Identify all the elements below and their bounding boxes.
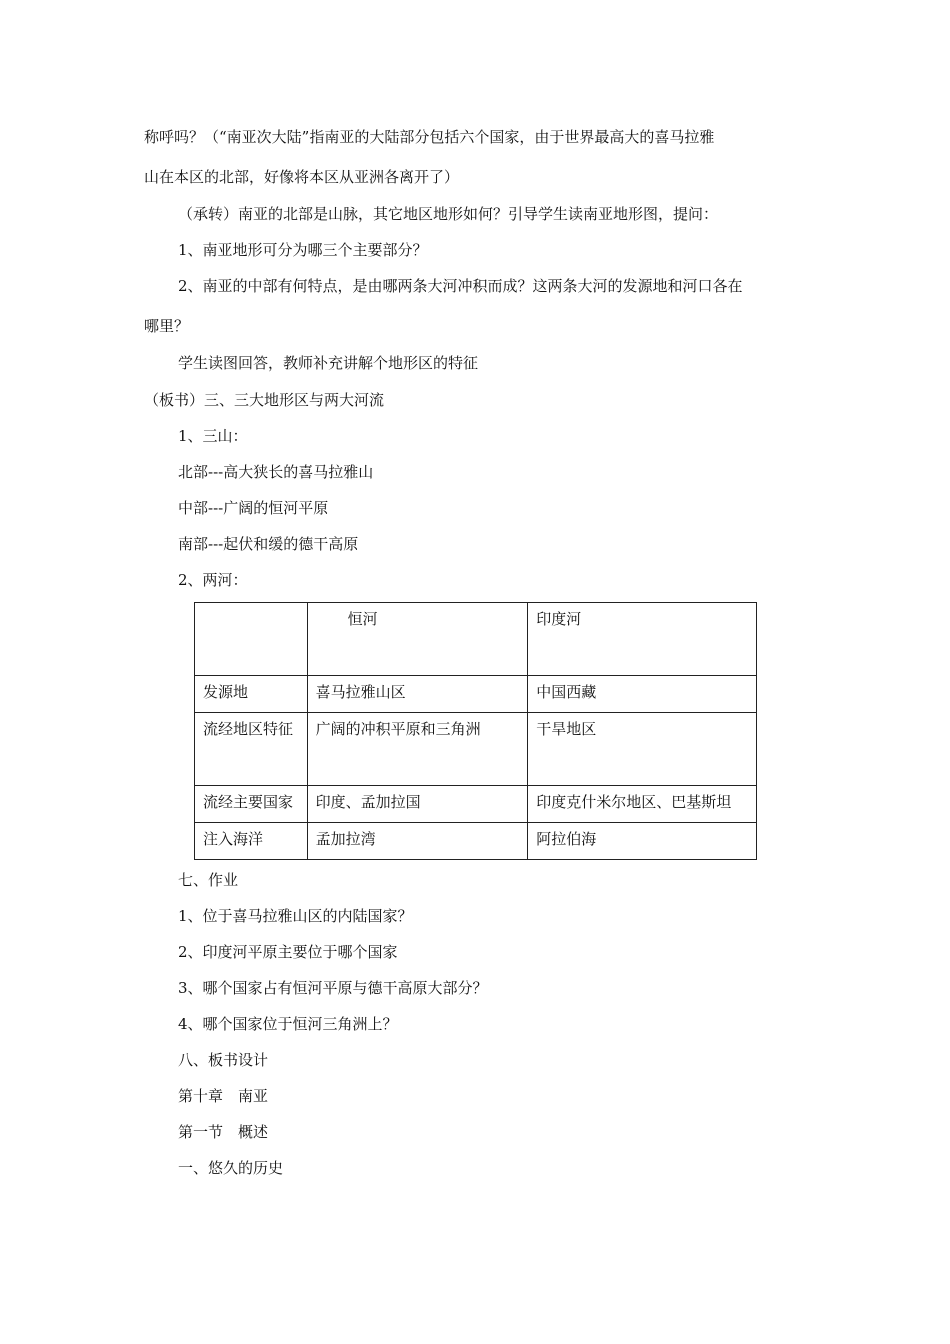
homework-item: 4、哪个国家位于恒河三角洲上？ xyxy=(178,1015,398,1033)
paragraph-line: 称呼吗？（“南亚次大陆”指南亚的大陆部分包括六个国家，由于世界最高大的喜马拉雅 xyxy=(144,128,715,146)
table-cell: 广阔的冲积平原和三角洲 xyxy=(307,713,528,786)
table-cell: 注入海洋 xyxy=(195,823,308,860)
paragraph-line: （承转）南亚的北部是山脉，其它地区地形如何？引导学生读南亚地形图，提问： xyxy=(178,205,719,223)
table-cell: 阿拉伯海 xyxy=(528,823,757,860)
table-header-indus: 印度河 xyxy=(528,603,757,676)
table-cell: 孟加拉湾 xyxy=(307,823,528,860)
table-header-ganges: 恒河 xyxy=(307,603,528,676)
paragraph-line: 学生读图回答，教师补充讲解个地形区的特征 xyxy=(178,354,479,372)
table-row xyxy=(195,713,757,786)
chapter-heading: 第十章 南亚 xyxy=(178,1087,269,1105)
table-cell: 喜马拉雅山区 xyxy=(307,676,528,713)
section-heading: 第一节 概述 xyxy=(178,1123,269,1141)
table-row xyxy=(195,676,757,713)
region-middle: 中部---广阔的恒河平原 xyxy=(178,499,329,517)
table-cell: 发源地 xyxy=(195,676,308,713)
point-heading: 一、悠久的历史 xyxy=(178,1159,284,1177)
paragraph-line: 山在本区的北部，好像将本区从亚洲各离开了） xyxy=(144,168,460,186)
table-row xyxy=(195,603,757,676)
homework-title: 七、作业 xyxy=(178,871,239,889)
table-cell: 中国西藏 xyxy=(528,676,757,713)
board-design-title: 八、板书设计 xyxy=(178,1051,269,1069)
paragraph-line: 哪里？ xyxy=(144,317,190,335)
question-2: 2、南亚的中部有何特点，是由哪两条大河冲积而成？这两条大河的发源地和河口各在 xyxy=(178,277,743,295)
table-cell xyxy=(195,603,308,676)
board-heading: （板书）三、三大地形区与两大河流 xyxy=(144,391,385,409)
homework-item: 2、印度河平原主要位于哪个国家 xyxy=(178,943,398,961)
sub-heading-mountains: 1、三山： xyxy=(178,427,248,445)
table-cell: 流经主要国家 xyxy=(195,786,308,823)
table-row xyxy=(195,786,757,823)
table-cell: 印度克什米尔地区、巴基斯坦 xyxy=(528,786,757,823)
homework-item: 3、哪个国家占有恒河平原与德干高原大部分？ xyxy=(178,979,488,997)
river-table xyxy=(194,602,757,860)
region-north: 北部---高大狭长的喜马拉雅山 xyxy=(178,463,374,481)
question-1: 1、南亚地形可分为哪三个主要部分？ xyxy=(178,241,428,259)
sub-heading-rivers: 2、两河： xyxy=(178,571,248,589)
table-cell: 印度、孟加拉国 xyxy=(307,786,528,823)
region-south: 南部---起伏和缓的德干高原 xyxy=(178,535,359,553)
table-row xyxy=(195,823,757,860)
homework-item: 1、位于喜马拉雅山区的内陆国家？ xyxy=(178,907,413,925)
table-cell: 干旱地区 xyxy=(528,713,757,786)
table-cell: 流经地区特征 xyxy=(195,713,308,786)
